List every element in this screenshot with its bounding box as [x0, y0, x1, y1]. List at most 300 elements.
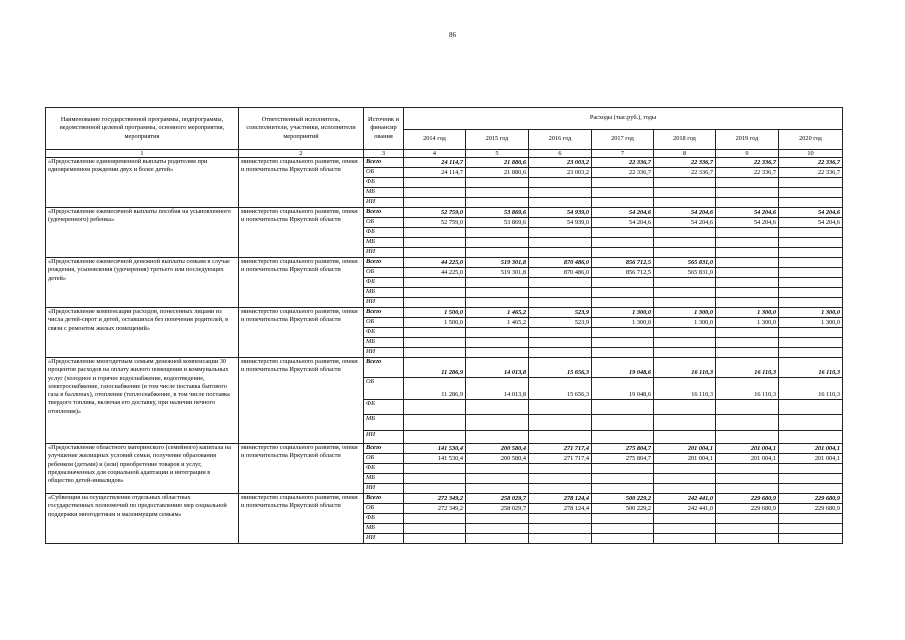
- funding-source: ИИ: [364, 248, 404, 258]
- expense-value: [654, 464, 716, 474]
- header-year: 2018 год: [654, 130, 716, 150]
- table-row: [46, 494, 843, 504]
- funding-source: ФБ: [364, 228, 404, 238]
- expense-value: 870 486,0: [529, 268, 592, 278]
- expense-value: [466, 338, 529, 348]
- expense-value: 22 336,7: [654, 158, 716, 168]
- expense-value: [592, 514, 654, 524]
- expense-value: 258 029,7: [466, 494, 529, 504]
- expense-value: 200 580,4: [466, 444, 529, 454]
- funding-source: Всего: [364, 358, 404, 378]
- expense-value: 275 804,7: [592, 444, 654, 454]
- expense-value: [716, 198, 779, 208]
- expense-value: [592, 248, 654, 258]
- expense-value: [592, 464, 654, 474]
- expense-value: 24 114,7: [404, 158, 466, 168]
- expense-value: 54 204,6: [654, 218, 716, 228]
- expense-value: [716, 474, 779, 484]
- expense-value: [779, 474, 843, 484]
- expense-value: [592, 415, 654, 431]
- funding-source: ОБ: [364, 378, 404, 400]
- expense-value: [529, 514, 592, 524]
- expense-value: 278 124,4: [529, 494, 592, 504]
- expense-value: [404, 298, 466, 308]
- expense-value: [779, 178, 843, 188]
- header-expenses: Расходы (тыс.руб.), годы: [404, 108, 843, 130]
- expense-value: [592, 238, 654, 248]
- expense-value: [592, 534, 654, 544]
- measure-name: «Предоставление единовременной выплаты родителям при одновременном рождении двух и более детей»: [46, 158, 239, 208]
- expense-value: [716, 278, 779, 288]
- expense-value: [654, 238, 716, 248]
- expense-value: 523,9: [529, 308, 592, 318]
- expense-value: [404, 328, 466, 338]
- expense-value: 22 336,7: [592, 158, 654, 168]
- expense-value: [654, 348, 716, 358]
- column-index: 6: [529, 150, 592, 158]
- expense-value: [592, 328, 654, 338]
- table-row: [46, 208, 843, 218]
- expense-value: [404, 278, 466, 288]
- expense-value: [716, 484, 779, 494]
- expense-value: 200 580,4: [466, 454, 529, 464]
- expense-value: [779, 464, 843, 474]
- funding-source: ИИ: [364, 348, 404, 358]
- expense-value: 54 939,0: [529, 218, 592, 228]
- measure-executor: министерство социального развития, опеки и попечительства Иркутской области: [239, 258, 364, 308]
- expense-value: 44 225,0: [404, 258, 466, 268]
- expense-value: [592, 198, 654, 208]
- expense-value: 500 229,2: [592, 504, 654, 514]
- expense-value: [529, 248, 592, 258]
- expense-value: 201 004,1: [716, 444, 779, 454]
- expense-value: [654, 228, 716, 238]
- expense-value: 54 204,6: [779, 208, 843, 218]
- expense-value: [779, 348, 843, 358]
- expense-value: [716, 524, 779, 534]
- expense-value: 229 680,9: [779, 504, 843, 514]
- table-row: [46, 258, 843, 268]
- expense-value: [654, 298, 716, 308]
- expense-value: [779, 400, 843, 415]
- expense-value: 14 013,8: [466, 358, 529, 378]
- column-index: 3: [364, 150, 404, 158]
- expense-value: 21 880,6: [466, 158, 529, 168]
- funding-source: МБ: [364, 288, 404, 298]
- expense-value: 271 717,4: [529, 454, 592, 464]
- expense-value: 24 114,7: [404, 168, 466, 178]
- expense-value: 565 831,0: [654, 258, 716, 268]
- expense-value: [592, 298, 654, 308]
- funding-source: ФБ: [364, 278, 404, 288]
- expense-value: [466, 248, 529, 258]
- expense-value: [466, 474, 529, 484]
- funding-source: МБ: [364, 338, 404, 348]
- expense-value: [654, 188, 716, 198]
- expense-value: 229 680,9: [779, 494, 843, 504]
- expense-value: [529, 348, 592, 358]
- expense-value: 519 301,8: [466, 258, 529, 268]
- expense-value: [716, 248, 779, 258]
- expense-value: [654, 248, 716, 258]
- funding-source: ОБ: [364, 218, 404, 228]
- measure-name: «Предоставление ежемесячной выплаты пособия на усыновленного (удочеренного) ребенка»: [46, 208, 239, 258]
- expense-value: 21 880,6: [466, 168, 529, 178]
- expense-value: [529, 298, 592, 308]
- expense-value: [529, 431, 592, 444]
- table-row: [46, 444, 843, 454]
- expense-value: [466, 228, 529, 238]
- funding-source: ФБ: [364, 328, 404, 338]
- header-source: Источник и финансир ования: [364, 108, 404, 150]
- expense-value: 44 225,0: [404, 268, 466, 278]
- expense-value: [466, 415, 529, 431]
- expense-value: 54 204,6: [779, 218, 843, 228]
- expense-value: 1 500,0: [404, 308, 466, 318]
- expense-value: [654, 431, 716, 444]
- expense-value: [716, 328, 779, 338]
- expense-value: [466, 514, 529, 524]
- expense-value: [466, 238, 529, 248]
- expense-value: [529, 415, 592, 431]
- expense-value: [716, 298, 779, 308]
- expense-value: 23 003,2: [529, 168, 592, 178]
- expense-value: [404, 228, 466, 238]
- expense-value: 53 869,6: [466, 208, 529, 218]
- expense-value: 1 500,0: [404, 318, 466, 328]
- expense-value: [654, 338, 716, 348]
- expense-value: [779, 415, 843, 431]
- expense-value: [779, 288, 843, 298]
- expense-value: 523,9: [529, 318, 592, 328]
- expense-value: [716, 338, 779, 348]
- expense-value: 1 465,2: [466, 318, 529, 328]
- expense-value: 23 003,2: [529, 158, 592, 168]
- measure-executor: министерство социального развития, опеки и попечительства Иркутской области: [239, 444, 364, 494]
- expense-value: [466, 298, 529, 308]
- funding-source: ОБ: [364, 504, 404, 514]
- expense-value: [529, 188, 592, 198]
- expense-value: 272 349,2: [404, 504, 466, 514]
- expense-value: 19 048,6: [592, 358, 654, 378]
- expense-value: 52 759,0: [404, 208, 466, 218]
- expense-value: 16 110,3: [654, 358, 716, 378]
- funding-source: ОБ: [364, 454, 404, 464]
- measure-executor: министерство социального развития, опеки и попечительства Иркутской области: [239, 358, 364, 444]
- expense-value: 1 300,0: [716, 308, 779, 318]
- expense-value: [529, 464, 592, 474]
- expense-value: [654, 514, 716, 524]
- expense-value: [716, 348, 779, 358]
- expense-value: 22 336,7: [779, 168, 843, 178]
- expense-value: [779, 338, 843, 348]
- expense-value: [654, 415, 716, 431]
- expense-value: [466, 188, 529, 198]
- measure-name: «Предоставление многодетным семьям денежной компенсации 30 процентов расходов на оплату жилого помещения и коммунальных услуг (холодное и горячее водоснабжение, водоотведение, электроснабжение, газоснабжение (в том числе поставка бытового газа в баллонах), отопление (теплоснабжение, в том числе поставка твердого топлива, включая его доставку, при наличии печного отопления)»: [46, 358, 239, 444]
- expense-value: [654, 400, 716, 415]
- column-index: 4: [404, 150, 466, 158]
- expense-value: 201 004,1: [654, 454, 716, 464]
- measure-executor: министерство социального развития, опеки и попечительства Иркутской области: [239, 308, 364, 358]
- funding-source: МБ: [364, 474, 404, 484]
- expense-value: 19 048,6: [592, 378, 654, 400]
- expense-value: [779, 258, 843, 268]
- expense-value: [716, 464, 779, 474]
- measure-executor: министерство социального развития, опеки и попечительства Иркутской области: [239, 494, 364, 544]
- funding-source: ИИ: [364, 534, 404, 544]
- measure-name: «Предоставление компенсации расходов, понесенных лицами из числа детей-сирот и детей, оставшихся без попечения родителей, в связи с ремонтом жилых помещений»: [46, 308, 239, 358]
- expense-value: [404, 474, 466, 484]
- expense-value: [716, 534, 779, 544]
- expense-value: [779, 484, 843, 494]
- expense-value: [716, 514, 779, 524]
- column-index: 2: [239, 150, 364, 158]
- expense-value: [779, 228, 843, 238]
- expense-value: [592, 524, 654, 534]
- expenses-table: [45, 107, 843, 544]
- expense-value: [529, 278, 592, 288]
- expense-value: [779, 198, 843, 208]
- expense-value: [404, 431, 466, 444]
- expense-value: [529, 474, 592, 484]
- expense-value: 22 336,7: [716, 158, 779, 168]
- header-year: 2019 год: [716, 130, 779, 150]
- expense-value: 16 110,3: [779, 378, 843, 400]
- expense-value: [529, 198, 592, 208]
- expense-value: [779, 514, 843, 524]
- expense-value: [716, 258, 779, 268]
- expense-value: [779, 298, 843, 308]
- expense-value: [592, 228, 654, 238]
- expense-value: [654, 178, 716, 188]
- expense-value: [529, 524, 592, 534]
- column-index: 7: [592, 150, 654, 158]
- expense-value: [779, 431, 843, 444]
- expense-value: [716, 400, 779, 415]
- header-name: Наименование государственной программы, подпрограммы, ведомственной целевой программы, основного мероприятия, мероприятия: [46, 108, 239, 150]
- expense-value: 22 336,7: [716, 168, 779, 178]
- funding-source: МБ: [364, 238, 404, 248]
- expense-value: 856 712,5: [592, 268, 654, 278]
- measure-name: «Субвенция на осуществление отдельных областных государственных полномочий по предоставлению мер социальной поддержки многодетным и малоимущим семьям»: [46, 494, 239, 544]
- funding-source: ФБ: [364, 514, 404, 524]
- expense-value: 856 712,5: [592, 258, 654, 268]
- expense-value: [466, 178, 529, 188]
- expense-value: [654, 534, 716, 544]
- expense-value: [716, 415, 779, 431]
- expense-value: [779, 188, 843, 198]
- expense-value: [779, 534, 843, 544]
- expense-value: [779, 278, 843, 288]
- expense-value: [404, 178, 466, 188]
- expense-value: [592, 338, 654, 348]
- expense-value: [466, 524, 529, 534]
- expense-value: [779, 238, 843, 248]
- expense-value: [404, 534, 466, 544]
- expense-value: 16 110,3: [716, 358, 779, 378]
- expense-value: [466, 534, 529, 544]
- expense-value: 201 004,1: [716, 454, 779, 464]
- table-row: [46, 158, 843, 168]
- expense-value: 1 300,0: [779, 308, 843, 318]
- expense-value: [404, 338, 466, 348]
- expense-value: [592, 484, 654, 494]
- funding-source: МБ: [364, 415, 404, 431]
- expense-value: 53 869,6: [466, 218, 529, 228]
- expense-value: 1 465,2: [466, 308, 529, 318]
- expense-value: 1 300,0: [592, 308, 654, 318]
- measure-executor: министерство социального развития, опеки и попечительства Иркутской области: [239, 208, 364, 258]
- expense-value: 22 336,7: [779, 158, 843, 168]
- expense-value: [716, 288, 779, 298]
- expense-value: [716, 228, 779, 238]
- expense-value: [404, 238, 466, 248]
- expense-value: [592, 188, 654, 198]
- expense-value: 54 204,6: [716, 218, 779, 228]
- funding-source: ФБ: [364, 400, 404, 415]
- expense-value: [404, 415, 466, 431]
- expense-value: 1 300,0: [592, 318, 654, 328]
- expense-value: 272 349,2: [404, 494, 466, 504]
- expense-value: 54 204,6: [654, 208, 716, 218]
- expense-value: [716, 238, 779, 248]
- expense-value: [404, 288, 466, 298]
- expense-value: 258 029,7: [466, 504, 529, 514]
- expense-value: 22 336,7: [592, 168, 654, 178]
- expense-value: [779, 248, 843, 258]
- funding-source: ОБ: [364, 168, 404, 178]
- expense-value: [592, 400, 654, 415]
- expense-value: [466, 431, 529, 444]
- expense-value: [654, 288, 716, 298]
- expense-value: [529, 338, 592, 348]
- expense-value: [592, 431, 654, 444]
- funding-source: Всего: [364, 444, 404, 454]
- table-row: [46, 308, 843, 318]
- measure-name: «Предоставление ежемесячной денежной выплаты семьям в случае рождения, усыновления (удочерения) третьего или последующих детей»: [46, 258, 239, 308]
- expense-value: [529, 178, 592, 188]
- expense-value: [466, 328, 529, 338]
- funding-source: Всего: [364, 308, 404, 318]
- expense-value: 278 124,4: [529, 504, 592, 514]
- expense-value: [466, 400, 529, 415]
- expense-value: [466, 198, 529, 208]
- measure-executor: министерство социального развития, опеки и попечительства Иркутской области: [239, 158, 364, 208]
- funding-source: ОБ: [364, 268, 404, 278]
- funding-source: МБ: [364, 524, 404, 534]
- expense-value: [404, 248, 466, 258]
- expense-value: [592, 474, 654, 484]
- expense-value: 500 229,2: [592, 494, 654, 504]
- expense-value: [716, 268, 779, 278]
- expense-value: [404, 198, 466, 208]
- expense-value: 14 013,8: [466, 378, 529, 400]
- column-index: 10: [779, 150, 843, 158]
- expense-value: 11 286,9: [404, 358, 466, 378]
- expense-value: 54 204,6: [716, 208, 779, 218]
- expense-value: 52 759,0: [404, 218, 466, 228]
- expense-value: [716, 178, 779, 188]
- expense-value: [404, 348, 466, 358]
- funding-source: ФБ: [364, 464, 404, 474]
- expense-value: 519 301,8: [466, 268, 529, 278]
- expense-value: [404, 524, 466, 534]
- expense-value: [779, 524, 843, 534]
- funding-source: ИИ: [364, 431, 404, 444]
- page-number: 86: [449, 31, 456, 39]
- expense-value: [404, 400, 466, 415]
- measure-name: «Предоставление областного материнского (семейного) капитала на улучшение жилищных условий семьи, получение образования ребенком (детьми) и (или) приобретение товаров и услуг, предназначенных для социальной адаптации и интеграции в общество детей-инвалидов»: [46, 444, 239, 494]
- expense-value: 16 110,3: [779, 358, 843, 378]
- expense-value: [592, 278, 654, 288]
- expense-value: 141 530,4: [404, 444, 466, 454]
- expense-value: 201 004,1: [779, 444, 843, 454]
- expense-value: [529, 400, 592, 415]
- expense-value: 54 204,6: [592, 218, 654, 228]
- header-year: 2015 год: [466, 130, 529, 150]
- expense-value: 870 486,0: [529, 258, 592, 268]
- expense-value: 1 300,0: [779, 318, 843, 328]
- expense-value: [654, 524, 716, 534]
- column-index: 8: [654, 150, 716, 158]
- expense-value: [466, 348, 529, 358]
- expense-value: [529, 228, 592, 238]
- expense-value: 16 110,3: [716, 378, 779, 400]
- expense-value: [529, 328, 592, 338]
- expense-value: [466, 484, 529, 494]
- expense-value: 201 004,1: [654, 444, 716, 454]
- funding-source: Всего: [364, 208, 404, 218]
- funding-source: МБ: [364, 188, 404, 198]
- expense-value: 229 680,9: [716, 504, 779, 514]
- expense-value: [592, 178, 654, 188]
- expense-value: 22 336,7: [654, 168, 716, 178]
- column-index: 9: [716, 150, 779, 158]
- funding-source: ОБ: [364, 318, 404, 328]
- expense-value: [404, 188, 466, 198]
- expense-value: 54 204,6: [592, 208, 654, 218]
- expense-value: [466, 278, 529, 288]
- expense-value: 242 441,0: [654, 504, 716, 514]
- expense-value: [654, 328, 716, 338]
- table-row: [46, 358, 843, 378]
- expense-value: [466, 464, 529, 474]
- expense-value: [529, 484, 592, 494]
- expense-value: 15 656,3: [529, 378, 592, 400]
- expense-value: 1 300,0: [654, 318, 716, 328]
- column-index: 5: [466, 150, 529, 158]
- expense-value: 54 939,0: [529, 208, 592, 218]
- expense-value: [716, 188, 779, 198]
- expense-value: [529, 238, 592, 248]
- funding-source: ИИ: [364, 198, 404, 208]
- expense-value: [779, 328, 843, 338]
- expense-value: 242 441,0: [654, 494, 716, 504]
- expense-value: 201 004,1: [779, 454, 843, 464]
- expense-value: [654, 198, 716, 208]
- expense-value: 141 530,4: [404, 454, 466, 464]
- expense-value: [529, 534, 592, 544]
- expense-value: 11 286,9: [404, 378, 466, 400]
- funding-source: ИИ: [364, 298, 404, 308]
- expense-value: 229 680,9: [716, 494, 779, 504]
- expense-value: 271 717,4: [529, 444, 592, 454]
- funding-source: Всего: [364, 158, 404, 168]
- expense-value: [404, 514, 466, 524]
- expense-value: [716, 431, 779, 444]
- expense-value: 1 300,0: [654, 308, 716, 318]
- expense-value: [654, 474, 716, 484]
